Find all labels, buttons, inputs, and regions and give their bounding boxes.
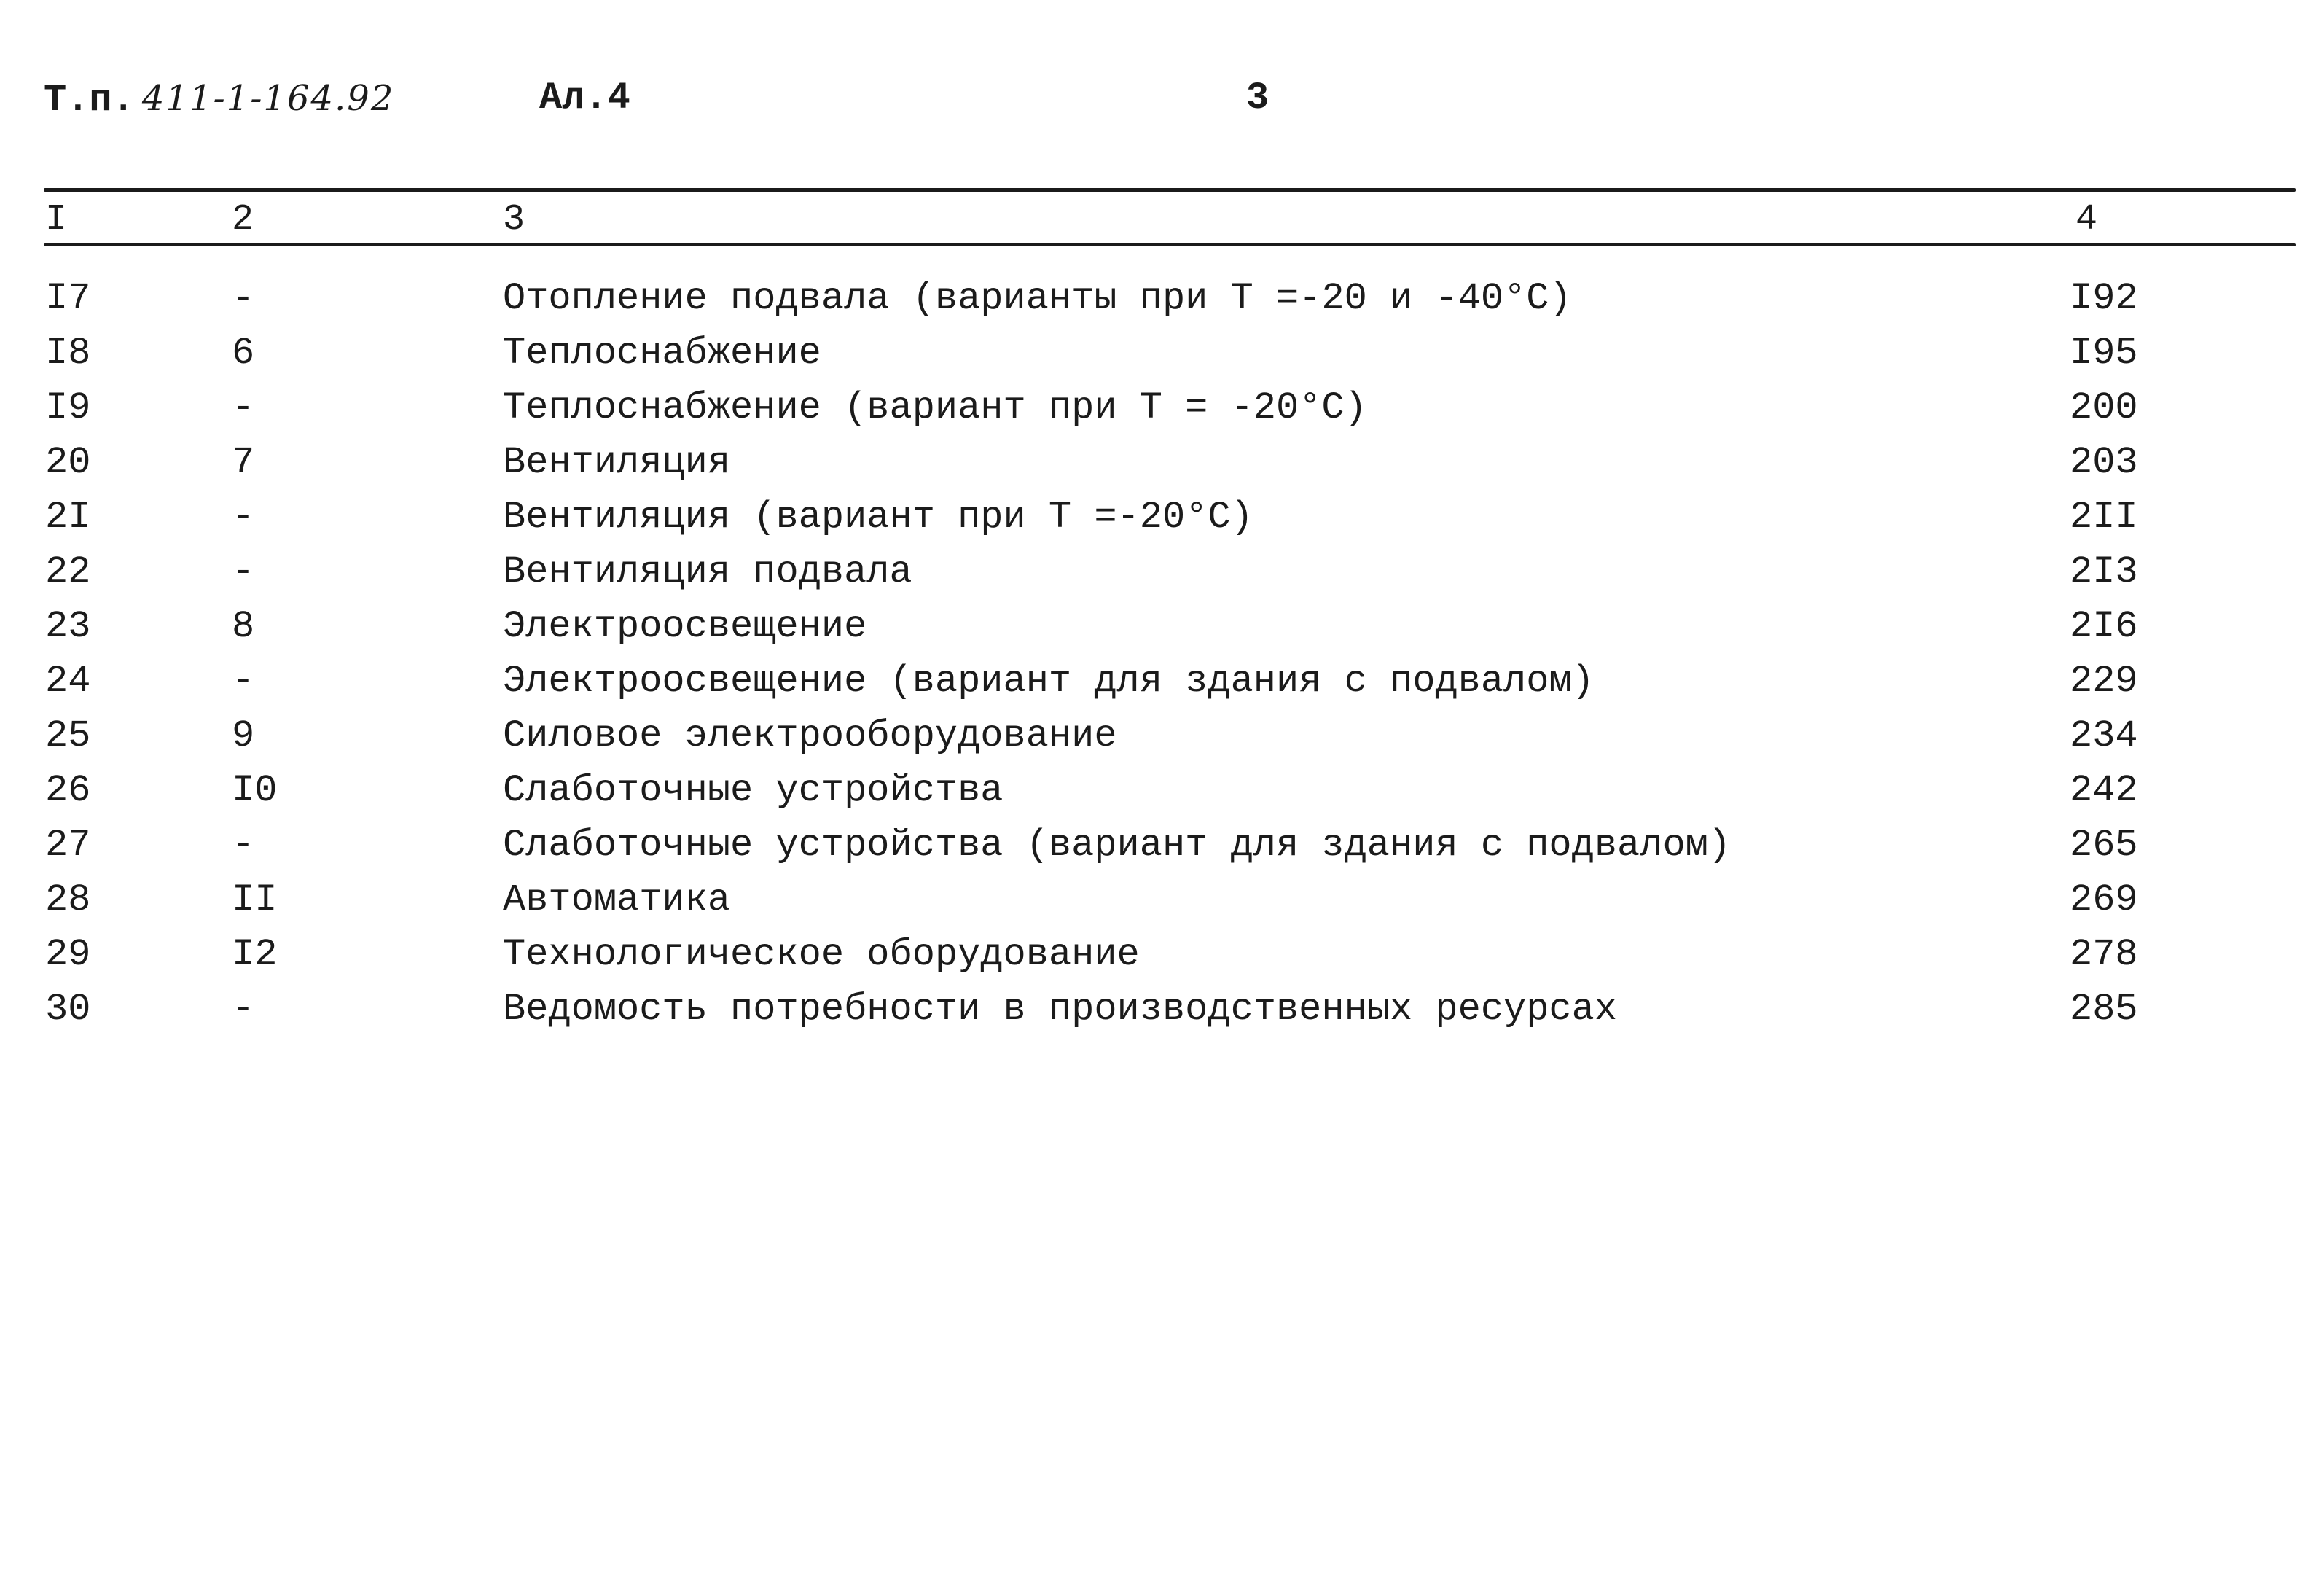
row-title: Теплоснабжение (вариант при T = -20°C) bbox=[503, 386, 1367, 429]
column-header-2: 2 bbox=[232, 199, 254, 241]
table-row bbox=[0, 927, 2324, 982]
column-header-1: I bbox=[45, 199, 68, 241]
table-row bbox=[0, 654, 2324, 709]
row-title: Силовое электрооборудование bbox=[503, 714, 1117, 757]
row-number: I9 bbox=[45, 386, 91, 429]
row-part: 8 bbox=[232, 605, 255, 648]
row-page: 2I6 bbox=[2070, 605, 2138, 648]
row-number: I7 bbox=[45, 277, 91, 320]
table-row bbox=[0, 763, 2324, 818]
table-row bbox=[0, 599, 2324, 654]
row-title: Вентиляция (вариант при T =-20°C) bbox=[503, 496, 1253, 539]
row-page: 265 bbox=[2070, 824, 2138, 867]
row-title: Отопление подвала (варианты при T =-20 и -40°C) bbox=[503, 277, 1572, 320]
row-title: Электроосвещение bbox=[503, 605, 867, 648]
row-page: 2II bbox=[2070, 496, 2138, 539]
row-part: 6 bbox=[232, 332, 255, 375]
table-row bbox=[0, 709, 2324, 763]
row-part: I2 bbox=[232, 933, 278, 976]
row-title: Вентиляция bbox=[503, 441, 731, 484]
table-row bbox=[0, 326, 2324, 381]
row-part: 7 bbox=[232, 441, 255, 484]
row-page: 285 bbox=[2070, 988, 2138, 1031]
document-code bbox=[44, 73, 394, 126]
row-number: 28 bbox=[45, 878, 91, 921]
row-page: I92 bbox=[2070, 277, 2138, 320]
row-page: 278 bbox=[2070, 933, 2138, 976]
row-part: II bbox=[232, 878, 278, 921]
table-row bbox=[0, 873, 2324, 927]
row-part: 9 bbox=[232, 714, 255, 757]
table-row bbox=[0, 490, 2324, 545]
row-part: - bbox=[232, 277, 255, 320]
row-number: 30 bbox=[45, 988, 91, 1031]
row-page: 269 bbox=[2070, 878, 2138, 921]
row-page: 200 bbox=[2070, 386, 2138, 429]
row-title: Ведомость потребности в производственных ресурсах bbox=[503, 988, 1618, 1031]
row-part: - bbox=[232, 824, 255, 867]
row-part: I0 bbox=[232, 769, 278, 812]
row-title: Автоматика bbox=[503, 878, 731, 921]
row-number: 2I bbox=[45, 496, 91, 539]
row-part: - bbox=[232, 386, 255, 429]
row-page: 229 bbox=[2070, 660, 2138, 703]
row-page: 234 bbox=[2070, 714, 2138, 757]
row-part: - bbox=[232, 550, 255, 593]
row-title: Теплоснабжение bbox=[503, 332, 821, 375]
table-row bbox=[0, 545, 2324, 599]
row-page: 203 bbox=[2070, 441, 2138, 484]
document-code-handwritten: 411-1-164.92 bbox=[141, 78, 395, 119]
table-row bbox=[0, 435, 2324, 490]
row-page: I95 bbox=[2070, 332, 2138, 375]
row-number: 23 bbox=[45, 605, 91, 648]
row-number: 20 bbox=[45, 441, 91, 484]
table-row bbox=[0, 982, 2324, 1037]
row-part: - bbox=[232, 988, 255, 1031]
column-header-3: 3 bbox=[503, 199, 525, 241]
row-title: Слаботочные устройства bbox=[503, 769, 1003, 812]
sheet-label: Ал.4 bbox=[539, 77, 630, 120]
row-title: Электроосвещение (вариант для здания с подвалом) bbox=[503, 660, 1595, 703]
row-page: 2I3 bbox=[2070, 550, 2138, 593]
table-row bbox=[0, 271, 2324, 326]
row-number: 25 bbox=[45, 714, 91, 757]
row-number: 26 bbox=[45, 769, 91, 812]
row-part: - bbox=[232, 496, 255, 539]
table-header-rule bbox=[44, 243, 2296, 246]
row-number: 27 bbox=[45, 824, 91, 867]
row-title: Слаботочные устройства (вариант для здания с подвалом) bbox=[503, 824, 1732, 867]
row-title: Вентиляция подвала bbox=[503, 550, 912, 593]
row-number: 22 bbox=[45, 550, 91, 593]
row-number: 29 bbox=[45, 933, 91, 976]
document-code-prefix: Т.п. bbox=[44, 79, 135, 122]
row-title: Технологическое оборудование bbox=[503, 933, 1140, 976]
table-row bbox=[0, 818, 2324, 873]
row-part: - bbox=[232, 660, 255, 703]
column-header-4: 4 bbox=[2075, 199, 2098, 241]
table-row bbox=[0, 381, 2324, 435]
page-number: 3 bbox=[1246, 77, 1269, 120]
row-page: 242 bbox=[2070, 769, 2138, 812]
row-number: 24 bbox=[45, 660, 91, 703]
row-number: I8 bbox=[45, 332, 91, 375]
table-top-rule bbox=[44, 188, 2296, 192]
